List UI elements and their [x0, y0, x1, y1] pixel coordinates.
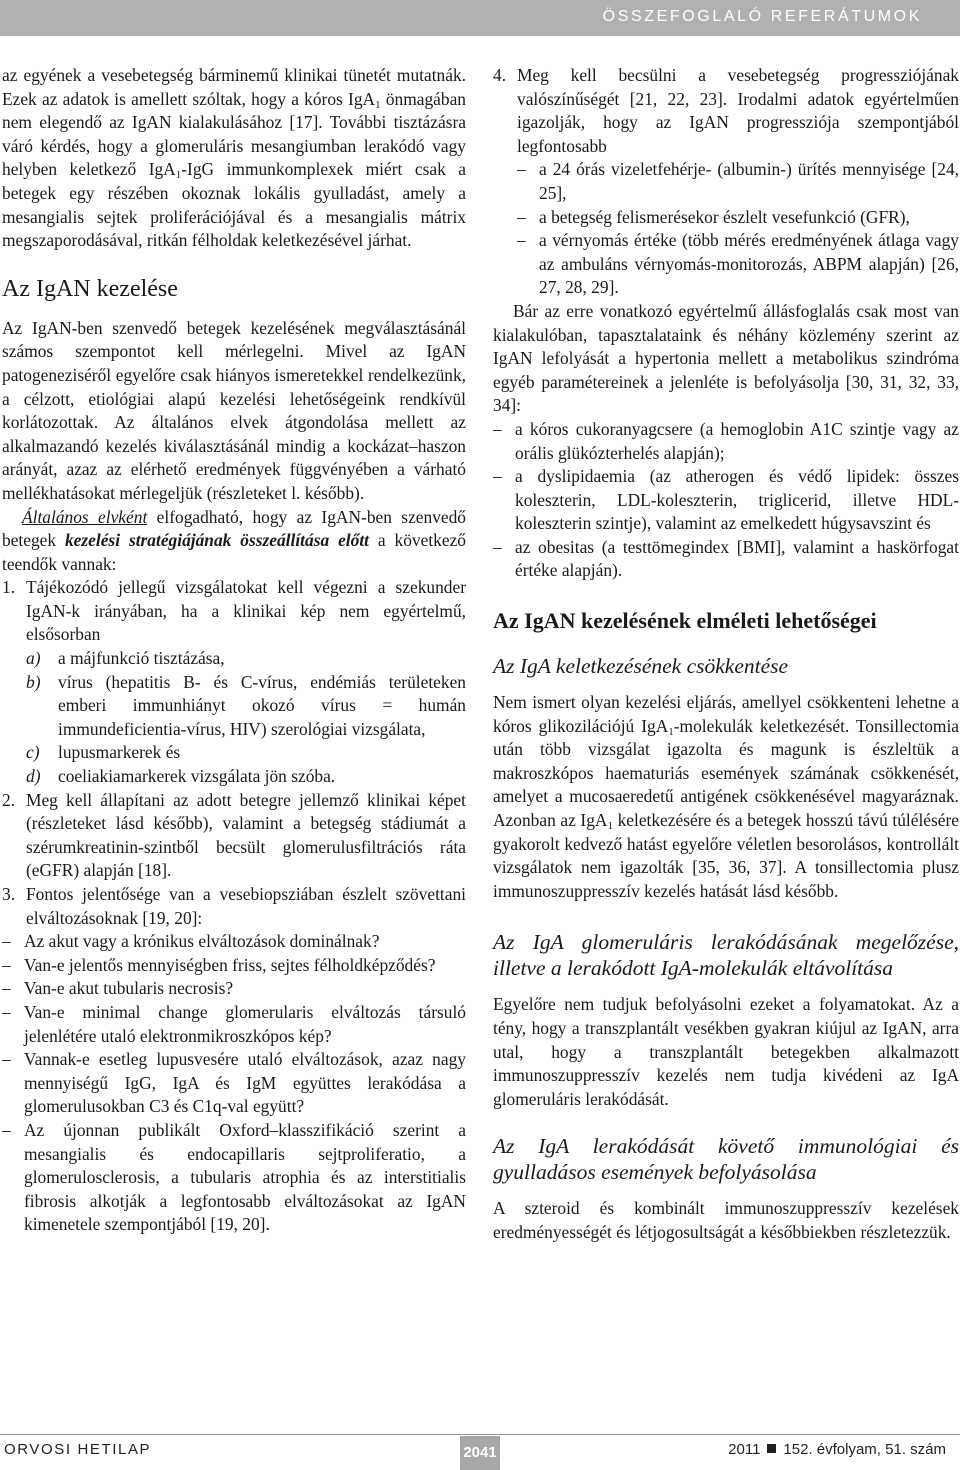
metabolic-paragraph: Bár az erre vonatkozó egyértelmű állásfoglalás csak most van kialakulóban, tapasztalataink és néhány közlemény szerint az IgAN lefolyását a hypertonia mellett a metabolikus szindróma egyéb paramétereinek a jelenléte is befolyásolja [30, 31, 32, 33, 34]: — [493, 300, 959, 416]
intro-paragraph: az egyének a vesebetegség bárminemű klinikai tünetét mutatnák. Ezek az adatok is amellett szóltak, hogy a kóros IgA1 önmagában nem elegendő az IgAN kialakulásához [17]. További tisztázásra váró kérdés, hogy a glomeruláris mesangiumban lerakódó vagy helyben keletkező IgA1-IgG immunkomplexek miért csak a betegek egy részében okoznak lokális gyulladást, amely a mesangialis sejtek proliferációjával és a mesangialis mátrix megszaporodásával, ritkán félholdak keletkezésével járhat. — [2, 65, 466, 251]
footer-year: 2011 — [728, 1441, 761, 1458]
heading-treatment: Az IgAN kezelése — [2, 275, 178, 302]
immunological-events-paragraph: A szteroid és kombinált immunoszuppresszív kezelések eredményességét és létjogosultságát a későbbiekben részletezzük. — [493, 1198, 959, 1242]
sub-list-item: b) vírus (hepatitis B- és C-vírus, endémiás területeken emberi immunhiányt okozó vírus = humán immundeficientia-vírus, HIV) szerológiai vizsgálata, — [26, 671, 466, 739]
sub-list-item: d) coeliakiamarkerek vizsgálata jön szóba. — [26, 766, 336, 787]
section-title: ÖSSZEFOGLALÓ REFERÁTUMOK — [602, 8, 922, 25]
dash-list-item: – a betegség felismerésekor észlelt vesefunkció (GFR), — [517, 206, 910, 227]
dash-list-item: – az obesitas (a testtömegindex [BMI], valamint a haskörfogat értéke alapján). — [493, 536, 959, 581]
heading-theory: Az IgAN kezelésének elméleti lehetőségei — [493, 608, 877, 634]
list-item: 3. Fontos jelentősége van a vesebiopsziában észlelt szövettani elváltozásoknak [19, 20]: — [2, 884, 466, 928]
list-item: 1. Tájékozódó jellegű vizsgálatokat kell végezni a szekunder IgAN-k irányában, ha a klinikai kép nem egyértelmű, elsősorban — [2, 577, 466, 645]
header-bar — [0, 0, 960, 36]
journal-name: ORVOSI HETILAP — [4, 1441, 152, 1458]
sub-list-item: c) lupusmarkerek és — [26, 742, 181, 763]
subheading-immunological-events: Az IgA lerakódását követő immunológiai és gyulladásos események befolyásolása — [493, 1134, 959, 1185]
dash-list-item: – a 24 órás vizeletfehérje- (albumin-) ürítés mennyisége [24, 25], — [517, 159, 959, 203]
list-item: 2. Meg kell állapítani az adott betegre jellemző klinikai képet (részleteket lásd később), valamint a betegség stádiumát a szérumkreatinin-szintből becsült glomerulusfiltrációs ráta (eGFR) alapján [18]. — [2, 789, 466, 881]
page-number: 2041 — [460, 1436, 500, 1470]
left-column — [2, 64, 466, 1237]
dash-list-item: – Van-e akut tubularis necrosis? — [2, 978, 234, 999]
dash-list-item: – Az akut vagy a krónikus elváltozások dominálnak? — [2, 931, 380, 952]
dash-list-item: – Van-e jelentős mennyiségben friss, sejtes félholdképződés? — [2, 954, 436, 975]
iga-production-paragraph: Nem ismert olyan kezelési eljárás, amellyel csökkenteni lehetne a kóros glikozilációjú IgA1-molekulák keletkezését. Tonsillectomia után több vizsgálat igazolta és magunk is észleltük a makroszkópos haematuriás események számának csökkenését, amelyet a mucosaeredetű antigének csökkenésével magyaráznak. Azonban az IgA1 keletkezésére és a betegek hosszú távú túlélésére gyakorolt kedvező hatást egyelőre véletlen besorolásos, kontrollált vizsgálatok nem igazolták [35, 36, 37]. A tonsillectomia plusz immunoszuppresszív kezelés hatását lásd később. — [493, 692, 960, 901]
dash-list-item: – Az újonnan publikált Oxford–klasszifikáció szerint a mesangialis és endocapillaris sejtproliferatio, a glomerulosclerosis, a tubularis atrophia és az interstitialis fibrosis alkotják a legfontosabb elváltozásokat az IgAN kimenetele szempontjából [19, 20]. — [2, 1119, 466, 1235]
general-principles-paragraph: Általános elvként elfogadható, hogy az IgAN-ben szenvedő betegek kezelési stratégiájának összeállítása előtt a következő teendők vannak: — [2, 506, 467, 574]
footer-issue: 152. évfolyam, 51. szám — [783, 1441, 946, 1458]
sub-list-item: a) a májfunkció tisztázása, — [26, 648, 225, 669]
dash-list-item: – Van-e minimal change glomerularis elváltozás társuló jelenlétére utaló elektronmikroszkópos kép? — [2, 1001, 466, 1046]
right-column — [493, 64, 959, 1245]
dash-list-item: – a kóros cukoranyagcsere (a hemoglobin A1C szintje vagy az orális glükózterhelés alapján); — [493, 418, 959, 463]
dash-list-item: – a dyslipidaemia (az atherogen és védő lipidek: összes koleszterin, LDL-koleszterin, triglicerid, illetve HDL-koleszterin szintje), valamint az emelkedett húgysavszint és — [493, 466, 959, 534]
issue-info — [728, 1441, 946, 1458]
footer-rule — [0, 1434, 960, 1435]
subheading-iga-production: Az IgA keletkezésének csökkentése — [493, 654, 789, 679]
list-item: 4. Meg kell becsülni a vesebetegség progressziójának valószínűségét [21, 22, 23]. Irodalmi adatok egyértelműen igazolják, hogy az IgAN progressziója szempontjából legfontosabb — [493, 65, 959, 156]
dash-list-item: – a vérnyomás értéke (több mérés eredményének átlaga vagy az ambuláns vérnyomás-monitorozás, ABPM alapján) [26, 27, 28, 29]. — [517, 230, 959, 298]
square-bullet-icon — [767, 1444, 776, 1453]
treatment-paragraph: Az IgAN-ben szenvedő betegek kezelésének megválasztásánál számos szempontot kell mérlegelni. Mivel az IgAN patogeneziséről egyelőre csak hiányos ismeretekkel rendelkezünk, a célzott, etiológiai alapú kezelési lehetőségeink rendkívül korlátozottak. Az általános elvek átgondolása mellett az alkalmazandó kezelés kiválasztásánál mindig a kockázat–haszon arányát, azaz az elérhető eredmények függvényében a várható mellékhatásokat mérlegeljük (részleteket l. később). — [2, 317, 466, 503]
dash-list-item: – Vannak-e esetleg lupusvesére utaló elváltozások, azaz nagy mennyiségű IgG, IgA és IgM együttes lerakódása a glomerulusokban C3 és C1q-val együtt? — [2, 1049, 466, 1117]
iga-deposition-paragraph: Egyelőre nem tudjuk befolyásolni ezeket a folyamatokat. Az a tény, hogy a transzplantált vesékben gyakran kiújul az IgAN, arra utal, hogy a transzplantált betegekben alkalmazott immunoszuppresszív kezelés nem tudja kivédeni az IgA glomeruláris lerakódását. — [493, 994, 959, 1109]
subheading-iga-deposition: Az IgA glomeruláris lerakódásának megelőzése, illetve a lerakódott IgA-molekulák eltávolítása — [493, 930, 959, 981]
